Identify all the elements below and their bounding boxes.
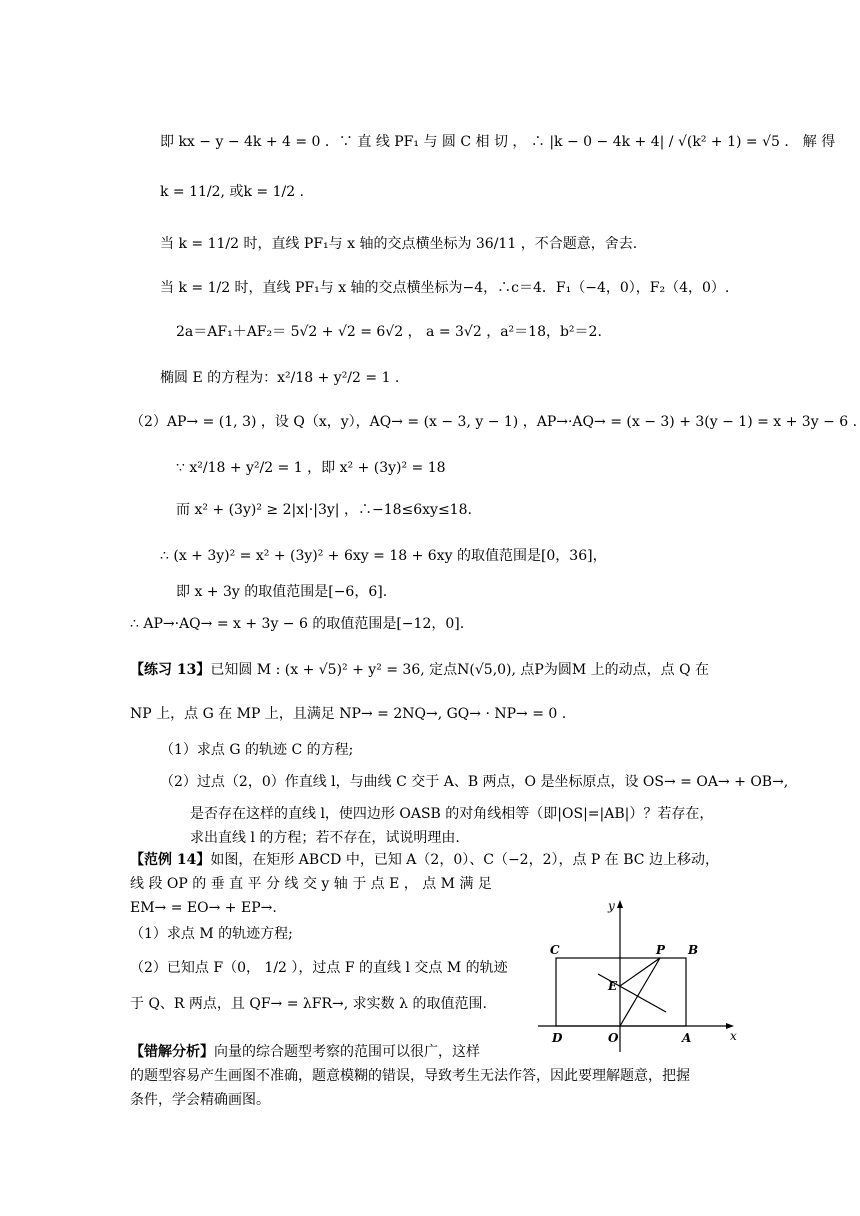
example-14-text: 如图，在矩形 ABCD 中，已知 A（2，0）、C（−2，2），点 P 在 BC 边上移动， [210, 852, 719, 868]
exercise-13-text: 已知圆 M : (x + √5)² + y² = 36, 定点N(√5,0), 点P为圆M 上的动点，点 Q 在 [210, 662, 709, 678]
rectangle-abcd [556, 958, 686, 1026]
label-x: x [730, 1029, 737, 1043]
solution-line-12: ∴ AP→·AQ→ = x + 3y − 6 的取值范围是[−12，0]. [130, 616, 465, 632]
exercise-13-line-2: NP 上，点 G 在 MP 上，且满足 NP→ = 2NQ→, GQ→ · NP→ = 0 . [130, 706, 567, 722]
exercise-13-q2c: 求出直线 l 的方程；若不存在，试说明理由. [190, 830, 460, 846]
segment-op [620, 958, 660, 1026]
solution-line-9: 而 x² + (3y)² ≥ 2|x|·|3y| ，∴−18≤6xy≤18. [176, 502, 472, 518]
exercise-13-tag: 【练习 13】 [130, 662, 211, 678]
label-y: y [608, 899, 615, 913]
exercise-13-q2b: 是否存在这样的直线 l，使四边形 OASB 的对角线相等（即|OS|=|AB|）？若存在， [190, 806, 714, 822]
label-e: E [608, 979, 618, 993]
solution-line-1: 即 kx − y − 4k + 4 = 0 ．∵ 直 线 PF₁ 与 圆 C 相 切 ， ∴ |k − 0 − 4k + 4| / √(k² + 1) = √5 ． 解 得 [160, 134, 836, 150]
example-14-line-2: 线 段 OP 的 垂 直 平 分 线 交 y 轴 于 点 E ， 点 M 满 足 [130, 876, 492, 892]
example-14-tag: 【范例 14】 [130, 852, 211, 868]
exercise-13-q1: （1）求点 G 的轨迹 C 的方程; [160, 742, 354, 758]
example-14-line-1 [130, 850, 719, 870]
analysis-line-1 [130, 1042, 480, 1062]
solution-line-2: k = 11/2, 或k = 1/2 . [160, 184, 304, 200]
example-14-q2a: （2）已知点 F（0， 1/2 ），过点 F 的直线 l 交点 M 的轨迹 [130, 960, 508, 976]
example-14-q1: （1）求点 M 的轨迹方程; [130, 926, 293, 942]
solution-line-3: 当 k = 11/2 时，直线 PF₁与 x 轴的交点横坐标为 36/11 ，不合题意，舍去. [160, 236, 638, 252]
analysis-line-3: 条件，学会精确画图。 [130, 1092, 270, 1108]
label-c: C [550, 943, 560, 957]
solution-line-4: 当 k = 1/2 时，直线 PF₁与 x 轴的交点横坐标为−4，∴c＝4．F₁（−4，0），F₂（4，0）. [160, 280, 730, 296]
solution-line-5: 2a＝AF₁＋AF₂＝ 5√2 + √2 = 6√2 ， a = 3√2 ，a²＝18，b²＝2. [176, 324, 602, 340]
example-14-line-3: EM→ = EO→ + EP→. [130, 900, 277, 916]
label-a: A [682, 1031, 692, 1045]
segment-ep [620, 958, 660, 986]
y-axis-arrow [617, 900, 623, 908]
label-d: D [552, 1031, 563, 1045]
solution-line-10: ∴ (x + 3y)² = x² + (3y)² + 6xy = 18 + 6xy 的取值范围是[0，36]， [160, 548, 607, 564]
exercise-13-line-1 [130, 660, 709, 680]
solution-line-11: 即 x + 3y 的取值范围是[−6，6]. [176, 584, 388, 600]
geometry-figure [534, 896, 740, 1056]
solution-line-7: （2）AP→ = (1, 3) ，设 Q（x，y），AQ→ = (x − 3, y − 1) ，AP→·AQ→ = (x − 3) + 3(y − 1) = x + 3y − 6 . [130, 414, 858, 430]
solution-line-8: ∵ x²/18 + y²/2 = 1 ，即 x² + (3y)² = 18 [176, 460, 446, 476]
analysis-line-2: 的题型容易产生画图不准确，题意模糊的错误，导致考生无法作答，因此要理解题意，把握 [130, 1068, 690, 1084]
analysis-text: 向量的综合题型考察的范围可以很广，这样 [214, 1044, 480, 1060]
label-o: O [608, 1031, 619, 1045]
exercise-13-q2a: （2）过点（2，0）作直线 l，与曲线 C 交于 A、B 两点，O 是坐标原点，设 OS→ = OA→ + OB→, [160, 774, 789, 790]
analysis-tag: 【错解分析】 [130, 1044, 214, 1060]
label-p: P [656, 943, 666, 957]
solution-line-6: 椭圆 E 的方程为：x²/18 + y²/2 = 1 . [160, 370, 400, 386]
label-b: B [688, 943, 699, 957]
example-14-q2b: 于 Q、R 两点，且 QF→ = λFR→, 求实数 λ 的取值范围. [130, 996, 487, 1012]
